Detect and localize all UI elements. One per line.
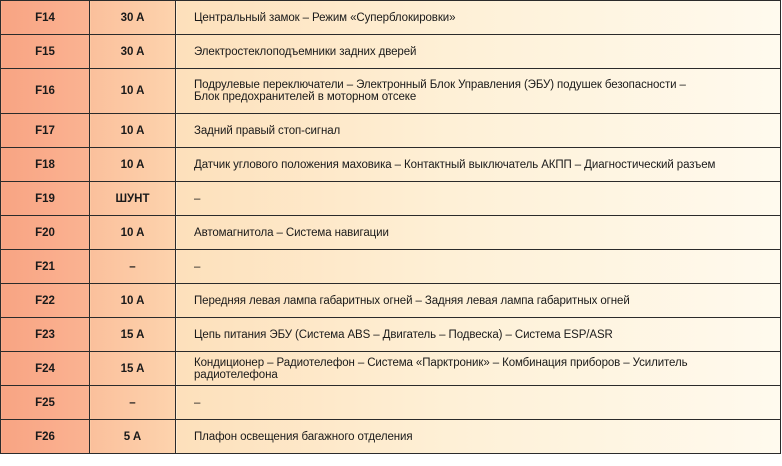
table-row bbox=[1, 148, 781, 182]
fuse-rating: 10 A bbox=[90, 284, 176, 318]
fuse-description: Электростеклоподъемники задних дверей bbox=[176, 35, 781, 69]
fuse-description: Задний правый стоп-сигнал bbox=[176, 114, 781, 148]
table-row bbox=[1, 216, 781, 250]
fuse-rating: 30 A bbox=[90, 1, 176, 35]
fuse-rating: 10 A bbox=[90, 114, 176, 148]
fuse-description: Подрулевые переключатели – Электронный Блок Управления (ЭБУ) подушек безопасности – Блок предохранителей в моторном отсеке bbox=[176, 69, 781, 114]
fuse-id: F24 bbox=[1, 352, 90, 386]
fuse-rating: 15 A bbox=[90, 352, 176, 386]
fuse-rating: 15 A bbox=[90, 318, 176, 352]
fuse-id: F21 bbox=[1, 250, 90, 284]
table-row bbox=[1, 420, 781, 454]
fuse-id: F15 bbox=[1, 35, 90, 69]
fuse-rating: 10 A bbox=[90, 216, 176, 250]
fuse-description: Автомагнитола – Система навигации bbox=[176, 216, 781, 250]
fuse-id: F18 bbox=[1, 148, 90, 182]
table-row bbox=[1, 250, 781, 284]
fuse-rating: 10 A bbox=[90, 148, 176, 182]
fuse-id: F22 bbox=[1, 284, 90, 318]
fuse-rating: 30 A bbox=[90, 35, 176, 69]
fuse-description: – bbox=[176, 250, 781, 284]
fuse-id: F16 bbox=[1, 69, 90, 114]
table-row bbox=[1, 352, 781, 386]
fuse-rating: ШУНТ bbox=[90, 182, 176, 216]
table-row bbox=[1, 114, 781, 148]
fuse-id: F20 bbox=[1, 216, 90, 250]
fuse-description: Цепь питания ЭБУ (Система ABS – Двигатель – Подвеска) – Система ESP/ASR bbox=[176, 318, 781, 352]
fuse-id: F17 bbox=[1, 114, 90, 148]
fuse-description: Датчик углового положения маховика – Контактный выключатель АКПП – Диагностический разъем bbox=[176, 148, 781, 182]
table-row bbox=[1, 182, 781, 216]
fuse-rating: 10 A bbox=[90, 69, 176, 114]
fuse-id: F26 bbox=[1, 420, 90, 454]
fuse-description: Передняя левая лампа габаритных огней – Задняя левая лампа габаритных огней bbox=[176, 284, 781, 318]
fuse-rating: – bbox=[90, 386, 176, 420]
table-row bbox=[1, 69, 781, 114]
fuse-rating: 5 A bbox=[90, 420, 176, 454]
fuse-description: – bbox=[176, 182, 781, 216]
table-row bbox=[1, 35, 781, 69]
fuse-rating: – bbox=[90, 250, 176, 284]
fuse-id: F23 bbox=[1, 318, 90, 352]
fuse-id: F25 bbox=[1, 386, 90, 420]
fuse-id: F19 bbox=[1, 182, 90, 216]
table-row bbox=[1, 386, 781, 420]
table-row bbox=[1, 318, 781, 352]
fuse-description: Кондиционер – Радиотелефон – Система «Парктроник» – Комбинация приборов – Усилитель радиотелефона bbox=[176, 352, 781, 386]
fuse-id: F14 bbox=[1, 1, 90, 35]
fuse-description: Плафон освещения багажного отделения bbox=[176, 420, 781, 454]
table-row bbox=[1, 284, 781, 318]
table-row bbox=[1, 1, 781, 35]
fuse-description: – bbox=[176, 386, 781, 420]
fuse-description: Центральный замок – Режим «Суперблокировки» bbox=[176, 1, 781, 35]
